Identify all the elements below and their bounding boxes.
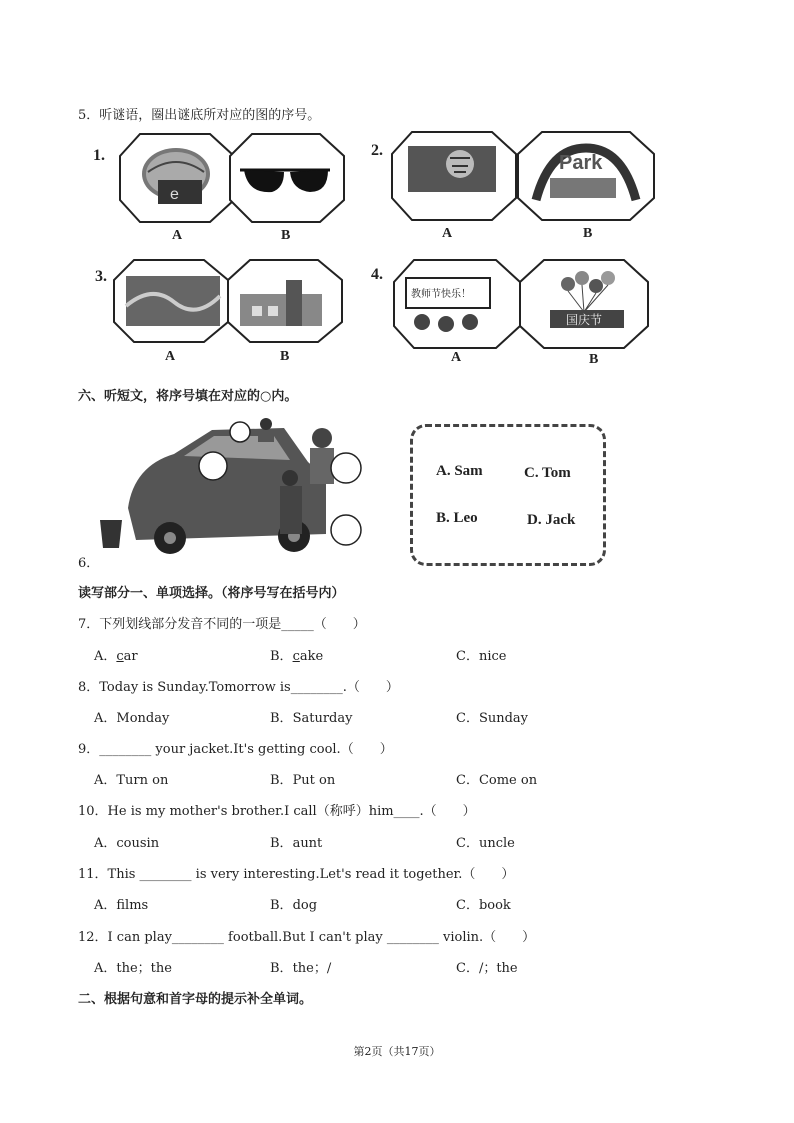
- question7-option-b: B．cake: [270, 649, 324, 664]
- teachers-day-board-image: [406, 278, 490, 332]
- answer-circle-bottom[interactable]: [331, 515, 361, 545]
- group3-label-b: B: [280, 349, 290, 364]
- question12-option-a: A．the；the: [94, 961, 172, 976]
- question10-option-c: C．uncle: [456, 836, 515, 851]
- option-d-jack: D. Jack: [527, 512, 576, 528]
- car-washing-picture: [94, 408, 366, 556]
- question6-number: 6．: [78, 556, 100, 571]
- question8-option-b: B．Saturday: [270, 711, 353, 726]
- bucket-image: [100, 520, 122, 548]
- question7-option-c: C．nice: [456, 649, 507, 664]
- group2-label-b: B: [583, 226, 593, 241]
- group1-label-a: A: [172, 228, 183, 243]
- question8-option-a: A．Monday: [94, 711, 170, 726]
- page-footer: 第2页（共17页）: [353, 1045, 441, 1058]
- question11-option-a: A．films: [94, 898, 149, 913]
- board-text: 教师节快乐！: [411, 289, 471, 300]
- question9-option-a: A．Turn on: [94, 773, 169, 788]
- group2-label-a: A: [442, 226, 453, 241]
- option-b-leo: B. Leo: [436, 510, 478, 526]
- answer-circle-windshield[interactable]: [199, 452, 227, 480]
- group1-pictures: [118, 132, 348, 224]
- group4-label-a: A: [451, 350, 462, 365]
- question9-option-b: B．Put on: [270, 773, 336, 788]
- group3-label-a: A: [165, 349, 176, 364]
- question10-option-a: A．cousin: [94, 836, 160, 851]
- question7-option-a: A．car: [94, 649, 138, 664]
- park-sign-text: Park: [559, 152, 603, 174]
- question12-option-b: B．the；/: [270, 961, 332, 976]
- tiger-image: [408, 146, 496, 192]
- question8-option-c: C．Sunday: [456, 711, 529, 726]
- group4-label-b: B: [589, 352, 599, 367]
- group1-label-b: B: [281, 228, 291, 243]
- question11-option-b: B．dog: [270, 898, 318, 913]
- group2-pictures: [390, 130, 658, 222]
- banner-text: 国庆节: [566, 313, 603, 327]
- option-c-tom: C. Tom: [524, 465, 571, 481]
- group3-number: 3.: [95, 268, 107, 285]
- group3-pictures: [112, 258, 346, 344]
- question11-stem: 11．This ________ is very interesting.Let's read it together.（ ）: [78, 867, 515, 882]
- question10-option-b: B．aunt: [270, 836, 323, 851]
- question7-stem: 7．下列划线部分发音不同的一项是_____（ ）: [78, 617, 366, 632]
- question12-option-c: C．/；the: [456, 961, 518, 976]
- group1-number: 1.: [93, 147, 105, 164]
- answer-circle-roof[interactable]: [230, 422, 250, 442]
- section6-title: 六、听短文，将序号填在对应的○内。: [78, 389, 298, 404]
- question11-option-c: C．book: [456, 898, 511, 913]
- question12-stem: 12．I can play________ football.But I can't play ________ violin.（ ）: [78, 930, 536, 945]
- names-box: [410, 424, 606, 566]
- question9-option-c: C．Come on: [456, 773, 538, 788]
- question8-stem: 8．Today is Sunday.Tomorrow is________.（ ）: [78, 680, 399, 695]
- group4-number: 4.: [371, 266, 383, 283]
- group2-number: 2.: [371, 142, 383, 159]
- reading-section-title: 读写部分一、单项选择。（将序号写在括号内）: [78, 586, 345, 601]
- section2-title: 二、根据句意和首字母的提示补全单词。: [78, 992, 313, 1007]
- question10-stem: 10．He is my mother's brother.I call（称呼）him____.（ ）: [78, 804, 476, 819]
- group4-pictures: [392, 258, 652, 350]
- svg-text:e: e: [170, 186, 179, 203]
- question9-stem: 9．________ your jacket.It's getting cool.（ ）: [78, 742, 393, 757]
- option-a-sam: A. Sam: [436, 463, 483, 479]
- answer-circle-right[interactable]: [331, 453, 361, 483]
- great-wall-image: [126, 276, 220, 326]
- section5-title: 5．听谜语，圈出谜底所对应的图的序号。: [78, 108, 321, 123]
